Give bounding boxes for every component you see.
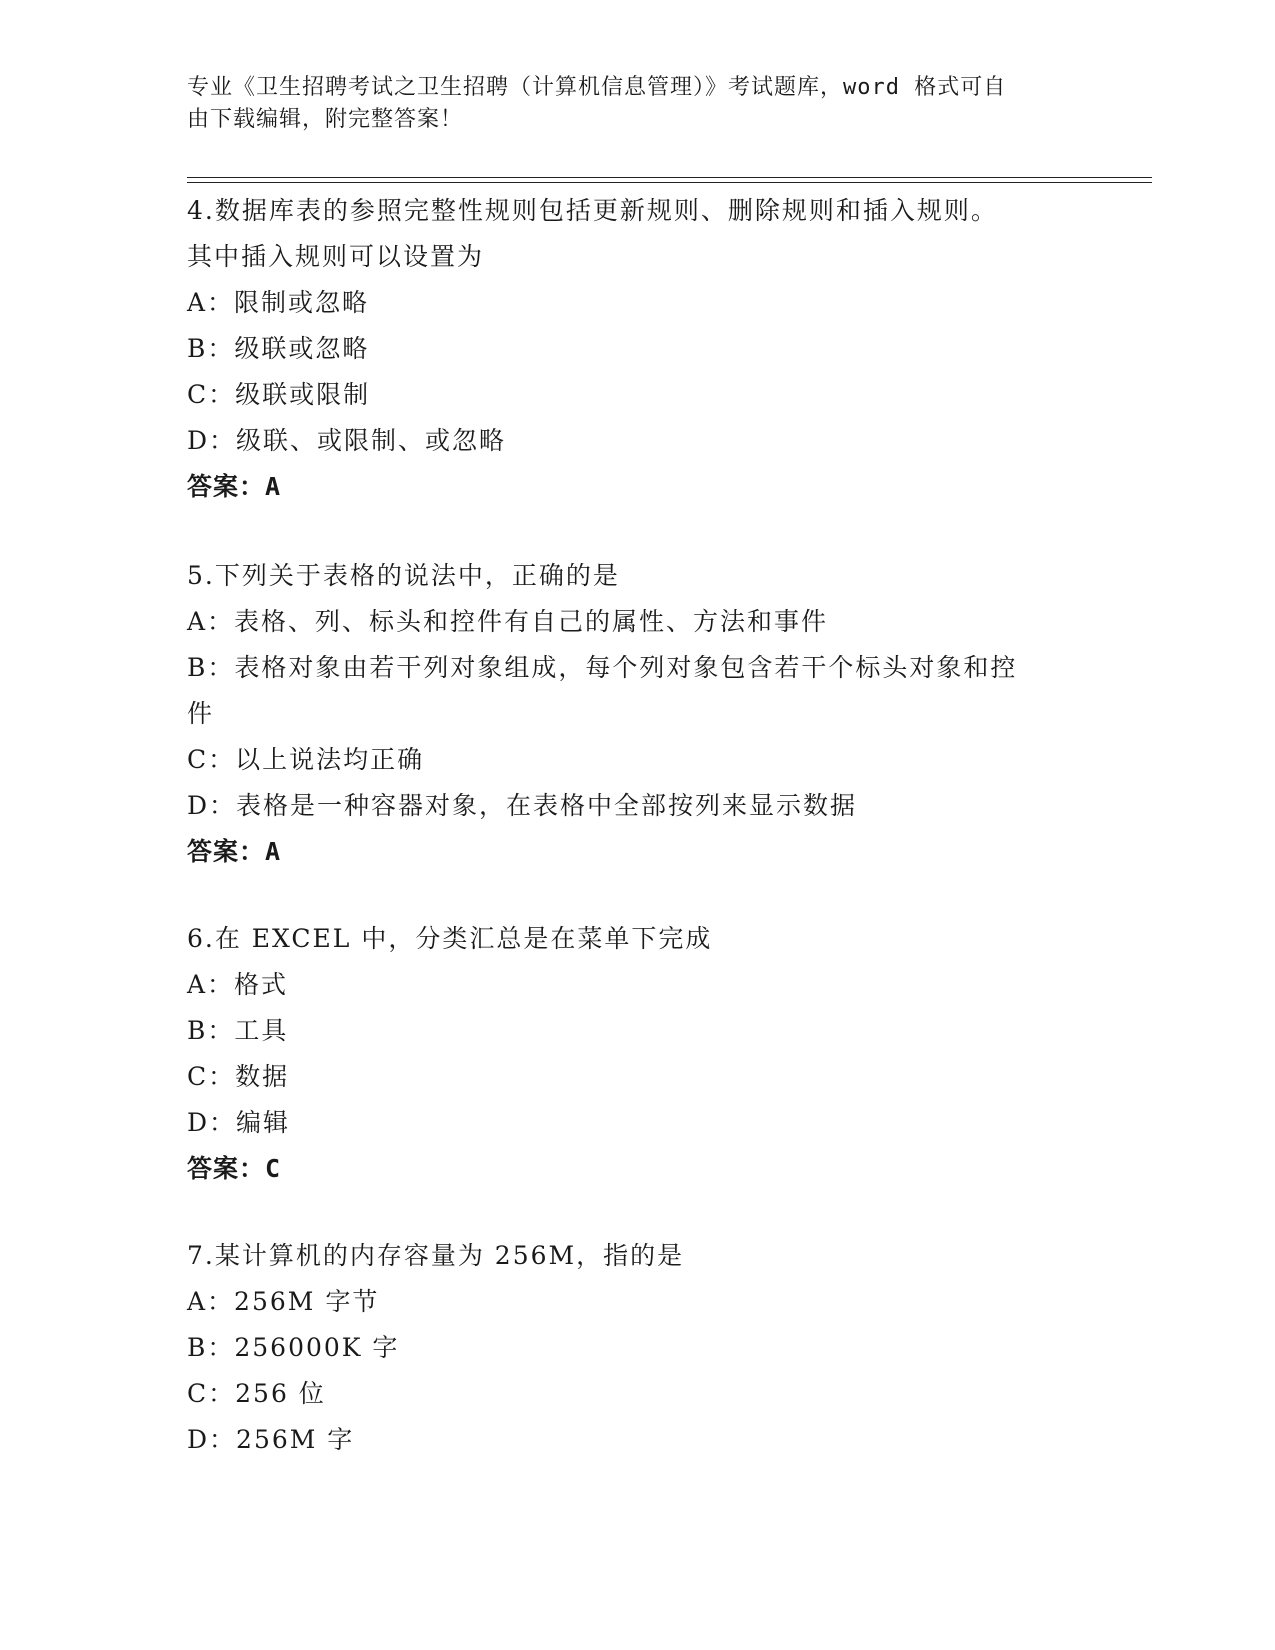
- option-c: C：以上说法均正确: [187, 745, 425, 774]
- answer-label: 答案：: [187, 1154, 266, 1183]
- question-stem: 其中插入规则可以设置为: [187, 242, 485, 271]
- answer-label: 答案：: [187, 837, 266, 866]
- option-a: A：表格、列、标头和控件有自己的属性、方法和事件: [187, 607, 829, 636]
- header-divider-bottom: [187, 182, 1152, 183]
- option-c: C：级联或限制: [187, 380, 371, 409]
- option-b: B：256000K 字: [187, 1333, 400, 1362]
- option-d: D：级联、或限制、或忽略: [187, 426, 507, 455]
- option-b: B：工具: [187, 1016, 289, 1045]
- question-6: [187, 916, 1067, 1192]
- answer-value: A: [265, 472, 282, 501]
- option-d: D：表格是一种容器对象，在表格中全部按列来显示数据: [187, 791, 858, 820]
- question-4: [187, 188, 1067, 510]
- option-b: B：级联或忽略: [187, 334, 370, 363]
- option-a: A：限制或忽略: [187, 288, 370, 317]
- header-line-2: 由下载编辑，附完整答案！: [187, 107, 464, 132]
- answer-line: [187, 829, 1067, 875]
- option-a: A：格式: [187, 970, 289, 999]
- answer-value: A: [265, 837, 282, 866]
- question-7: [187, 1233, 1067, 1463]
- question-5: [187, 553, 1067, 875]
- question-stem: 4.数据库表的参照完整性规则包括更新规则、删除规则和插入规则。: [187, 196, 998, 225]
- option-b-continued: 件: [187, 699, 215, 728]
- answer-line: [187, 1146, 1067, 1192]
- question-stem: 6.在 EXCEL 中，分类汇总是在菜单下完成: [187, 924, 713, 953]
- option-a: A：256M 字节: [187, 1287, 380, 1316]
- question-stem: 5.下列关于表格的说法中，正确的是: [187, 561, 620, 590]
- document-header: [187, 72, 1067, 136]
- option-c: C：256 位: [187, 1379, 326, 1408]
- answer-line: [187, 464, 1067, 510]
- answer-value: C: [265, 1154, 282, 1183]
- header-divider-top: [187, 177, 1152, 178]
- option-d: D：256M 字: [187, 1425, 355, 1454]
- option-b: B：表格对象由若干列对象组成，每个列对象包含若干个标头对象和控: [187, 653, 1018, 682]
- option-d: D：编辑: [187, 1108, 291, 1137]
- question-stem: 7.某计算机的内存容量为 256M，指的是: [187, 1241, 685, 1270]
- header-line-1: 专业《卫生招聘考试之卫生招聘（计算机信息管理）》考试题库，word 格式可自: [187, 75, 1007, 100]
- option-c: C：数据: [187, 1062, 290, 1091]
- answer-label: 答案：: [187, 472, 266, 501]
